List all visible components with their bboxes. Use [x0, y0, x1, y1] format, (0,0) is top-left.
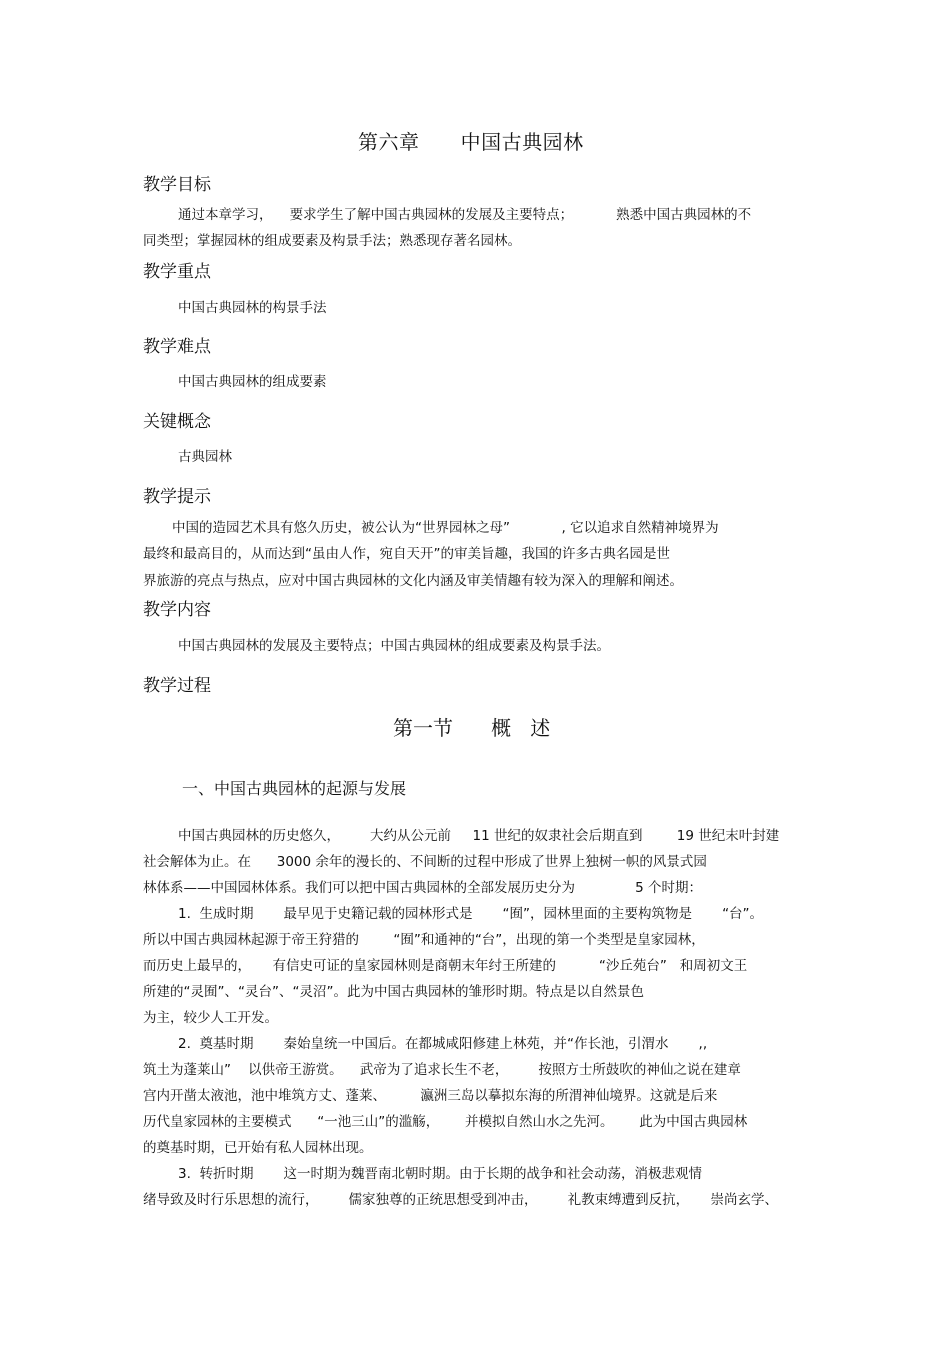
body-line-4: 1. 生成时期 最早见于史籍记载的园林形式是 “囿”，园林里面的主要构筑物是 “台”。 — [178, 906, 764, 922]
teaching-content-heading: 教学内容 — [143, 600, 211, 620]
body-line-7: 所建的“灵囿”、“灵台”、“灵沼”。此为中国古典园林的雏形时期。特点是以自然景色 — [143, 984, 644, 1000]
teaching-hint-line-2: 最终和最高目的，从而达到“虽由人作，宛自天开”的审美旨趣，我国的许多古典名园是世 — [143, 546, 670, 562]
body-line-11: 宫内开凿太液池，池中堆筑方丈、蓬莱、 瀛洲三岛以摹拟东海的所渭神仙境界。这就是后来 — [143, 1088, 718, 1104]
body-line-12: 历代皇家园林的主要模式 “一池三山”的滥觞， 并模拟自然山水之先河。 此为中国古典园林 — [143, 1114, 748, 1130]
teaching-hint-line-3: 界旅游的亮点与热点，应对中国古典园林的文化内涵及审美情趣有较为深入的理解和阐述。 — [143, 573, 683, 589]
body-line-6: 而历史上最早的， 有信史可证的皇家园林则是商朝末年纣王所建的 “沙丘苑台” 和周初文王 — [143, 958, 748, 974]
body-line-9: 2. 奠基时期 秦始皇统一中国后。在都城咸阳修建上林苑，并“作长池，引渭水 ,, — [178, 1036, 708, 1052]
teaching-goal-heading: 教学目标 — [143, 175, 211, 195]
body-line-14: 3. 转折时期 这一时期为魏晋南北朝时期。由于长期的战争和社会动荡，消极悲观情 — [178, 1166, 703, 1182]
difficulty-text: 中国古典园林的组成要素 — [178, 374, 327, 390]
chapter-title: 第六章 中国古典园林 — [358, 130, 584, 154]
key-concept-heading: 关键概念 — [143, 412, 211, 432]
teaching-goal-line-1: 通过本章学习， 要求学生了解中国古典园林的发展及主要特点； 熟悉中国古典园林的不 — [178, 207, 752, 223]
key-point-text: 中国古典园林的构景手法 — [178, 300, 327, 316]
key-concept-text: 古典园林 — [178, 449, 232, 465]
teaching-hint-heading: 教学提示 — [143, 487, 211, 507]
section-title: 第一节 概 述 — [393, 716, 551, 740]
body-line-3: 林体系——中国园林体系。我们可以把中国古典园林的全部发展历史分为 5 个时期： — [143, 880, 702, 896]
body-line-2: 社会解体为止。在 3000 余年的漫长的、不间断的过程中形成了世界上独树一帜的风景式园 — [143, 854, 707, 870]
body-line-10: 筑土为蓬莱山” 以供帝王游赏。 武帝为了追求长生不老， 按照方士所鼓吹的神仙之说在建章 — [143, 1062, 741, 1078]
teaching-process-heading: 教学过程 — [143, 676, 211, 696]
difficulty-heading: 教学难点 — [143, 337, 211, 357]
teaching-hint-line-1: 中国的造园艺术具有悠久历史，被公认为“世界园林之母” , 它以追求自然精神境界为 — [172, 520, 719, 536]
subsection-title: 一、中国古典园林的起源与发展 — [182, 779, 407, 798]
body-line-1: 中国古典园林的历史悠久， 大约从公元前 11 世纪的奴隶社会后期直到 19 世纪末叶封建 — [178, 828, 780, 844]
teaching-content-text: 中国古典园林的发展及主要特点；中国古典园林的组成要素及构景手法。 — [178, 638, 610, 654]
body-line-13: 的奠基时期，已开始有私人园林出现。 — [143, 1140, 373, 1156]
key-point-heading: 教学重点 — [143, 262, 211, 282]
body-line-15: 绪导致及时行乐思想的流行， 儒家独尊的正统思想受到冲击， 礼教束缚遭到反抗， 崇尚玄学、 — [143, 1192, 779, 1208]
teaching-goal-line-2: 同类型；掌握园林的组成要素及构景手法；熟悉现存著名园林。 — [143, 233, 521, 249]
body-line-8: 为主，较少人工开发。 — [143, 1010, 278, 1026]
body-line-5: 所以中国古典园林起源于帝王狩猎的 “囿”和通神的“台”，出现的第一个类型是皇家园林， — [143, 932, 705, 948]
